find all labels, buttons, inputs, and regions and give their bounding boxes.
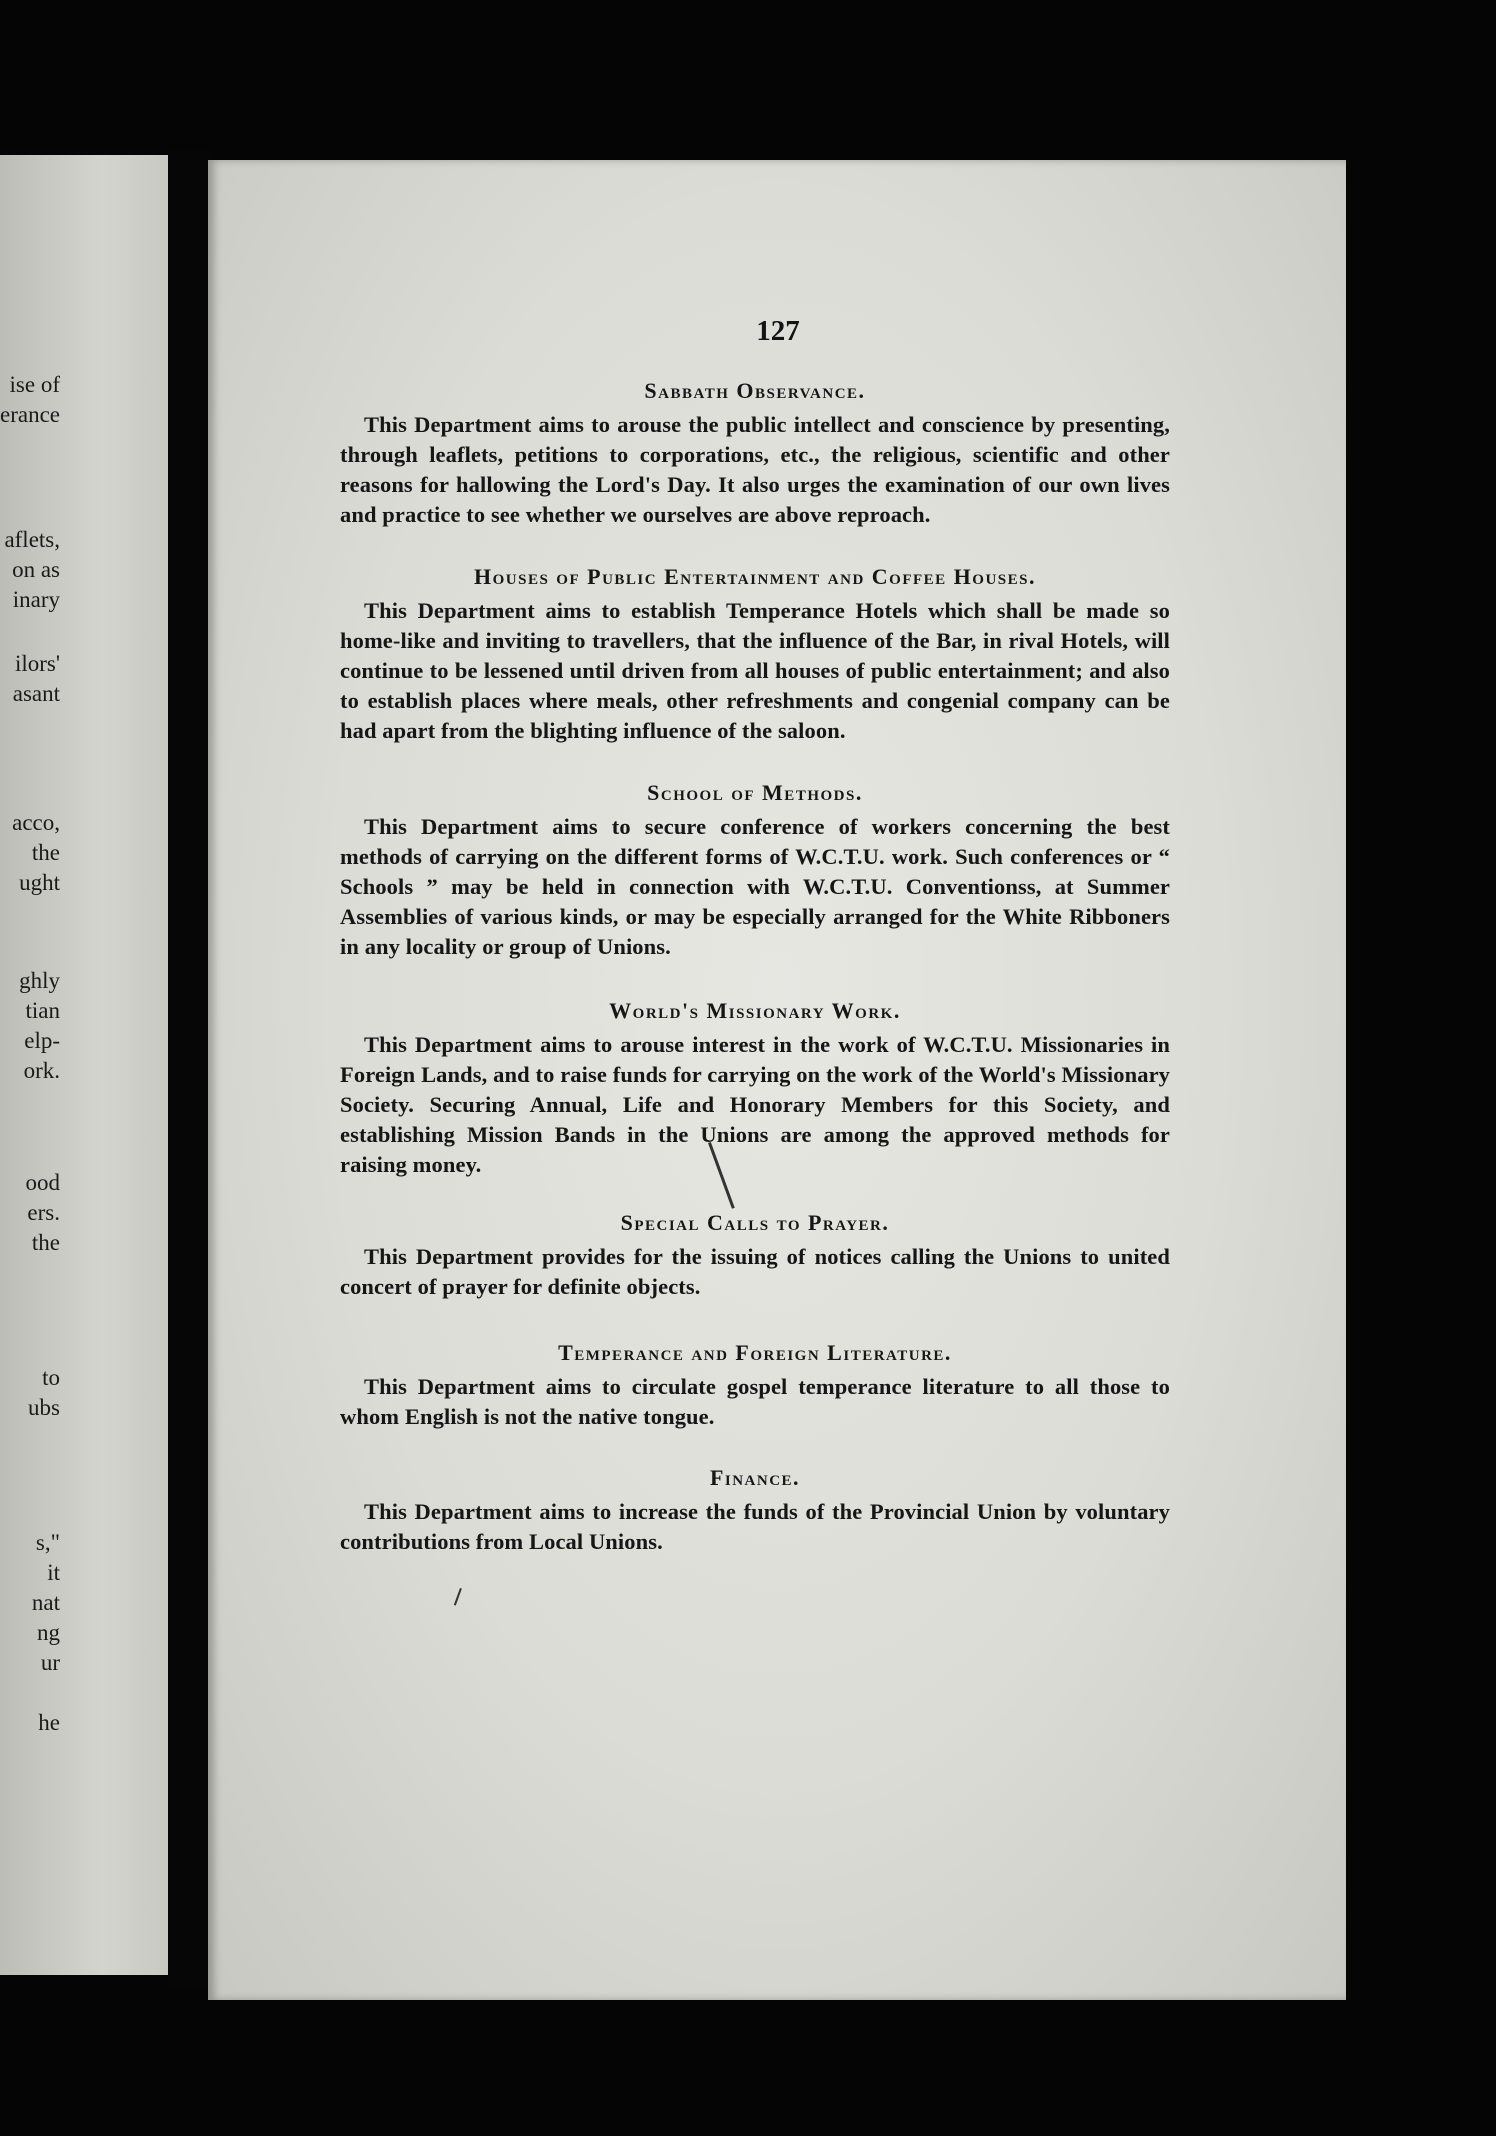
section-special-calls-to-prayer bbox=[340, 1210, 1170, 1302]
section-sabbath-observance bbox=[340, 378, 1170, 530]
left-page bbox=[0, 155, 168, 1975]
left-page-fragment: ur bbox=[40, 1650, 60, 1675]
left-page-fragment: asant bbox=[12, 681, 60, 706]
left-page-fragment: ghly bbox=[19, 968, 60, 993]
left-page-fragment: ork. bbox=[23, 1058, 60, 1083]
left-page-fragment: it bbox=[47, 1560, 60, 1585]
left-page-fragment: ise of bbox=[9, 372, 60, 397]
left-page-fragment: tian bbox=[25, 998, 60, 1023]
section-body: This Department provides for the issuing of notices calling the Unions to united concert of prayer for definite objects. bbox=[340, 1244, 1170, 1299]
left-page-fragment: ng bbox=[37, 1620, 60, 1645]
page-number: 127 bbox=[756, 315, 800, 347]
section-finance bbox=[340, 1465, 1170, 1557]
section-heading: World's Missionary Work. bbox=[609, 998, 901, 1023]
section-body: This Department aims to circulate gospel temperance literature to all those to whom English is not the native tongue. bbox=[340, 1374, 1170, 1429]
section-school-of-methods bbox=[340, 780, 1170, 962]
section-worlds-missionary-work bbox=[340, 998, 1170, 1180]
pen-stroke-mark bbox=[454, 1588, 462, 1606]
section-heading: Special Calls to Prayer. bbox=[620, 1210, 890, 1235]
left-page-fragment: the bbox=[31, 840, 60, 865]
section-heading: Temperance and Foreign Literature. bbox=[558, 1340, 952, 1365]
left-page-fragment: inary bbox=[12, 587, 60, 612]
left-page-fragment: to bbox=[42, 1365, 60, 1390]
left-page-fragment: aflets, bbox=[4, 527, 60, 552]
section-body: This Department aims to secure conference of workers concerning the best methods of carrying on the different forms of W.C.T.U. work. Such conferences or “ Schools ” may be held in connection with W.C.T.U. Conventionss, at Summer Assemblies of various kinds, or may be especially arranged for the White Ribboners in any locality or group of Unions. bbox=[340, 814, 1170, 959]
left-page-fragment: ood bbox=[25, 1170, 60, 1195]
left-page-fragment: ers. bbox=[27, 1200, 60, 1225]
section-heading: School of Methods. bbox=[647, 780, 863, 805]
left-page-fragment: ilors' bbox=[14, 651, 60, 676]
left-page-fragment: on as bbox=[12, 557, 60, 582]
left-page-fragment: he bbox=[38, 1710, 60, 1735]
section-body: This Department aims to establish Temperance Hotels which shall be made so home-like and inviting to travellers, that the influence of the Bar, in rival Hotels, will continue to be lessened until driven from all houses of public entertainment; and also to establish places where meals, other refreshments and congenial company can be had apart from the blighting influence of the saloon. bbox=[340, 598, 1170, 743]
section-body: This Department aims to arouse the public intellect and conscience by presenting, through leaflets, petitions to corporations, etc., the religious, scientific and other reasons for hallowing the Lord's Day. It also urges the examination of our own lives and practice to see whether we ourselves are above reproach. bbox=[340, 412, 1170, 527]
section-heading: Sabbath Observance. bbox=[644, 378, 866, 403]
left-page-fragment: erance bbox=[0, 402, 60, 427]
left-page-fragment: acco, bbox=[12, 810, 60, 835]
right-page bbox=[208, 160, 1346, 2000]
book-gutter bbox=[168, 150, 212, 1990]
section-heading: Houses of Public Entertainment and Coffee Houses. bbox=[474, 564, 1036, 589]
left-page-fragment: s," bbox=[35, 1530, 60, 1555]
section-houses-of-public-entertainment bbox=[340, 564, 1170, 746]
section-body: This Department aims to arouse interest in the work of W.C.T.U. Missionaries in Foreign Lands, and to raise funds for carrying on the work of the World's Missionary Society. Securing Annual, Life and Honorary Members for this Society, and establishing Mission Bands in the Unions are among the approved methods for raising money. bbox=[340, 1032, 1170, 1177]
section-temperance-and-foreign-literature bbox=[340, 1340, 1170, 1432]
left-page-fragment: ubs bbox=[28, 1395, 60, 1420]
left-page-fragment: elp- bbox=[24, 1028, 60, 1053]
section-heading: Finance. bbox=[709, 1465, 801, 1490]
left-page-fragment: the bbox=[31, 1230, 60, 1255]
left-page-fragment: ught bbox=[19, 870, 60, 895]
left-page-fragment: nat bbox=[31, 1590, 60, 1615]
section-body: This Department aims to increase the funds of the Provincial Union by voluntary contributions from Local Unions. bbox=[340, 1499, 1170, 1554]
